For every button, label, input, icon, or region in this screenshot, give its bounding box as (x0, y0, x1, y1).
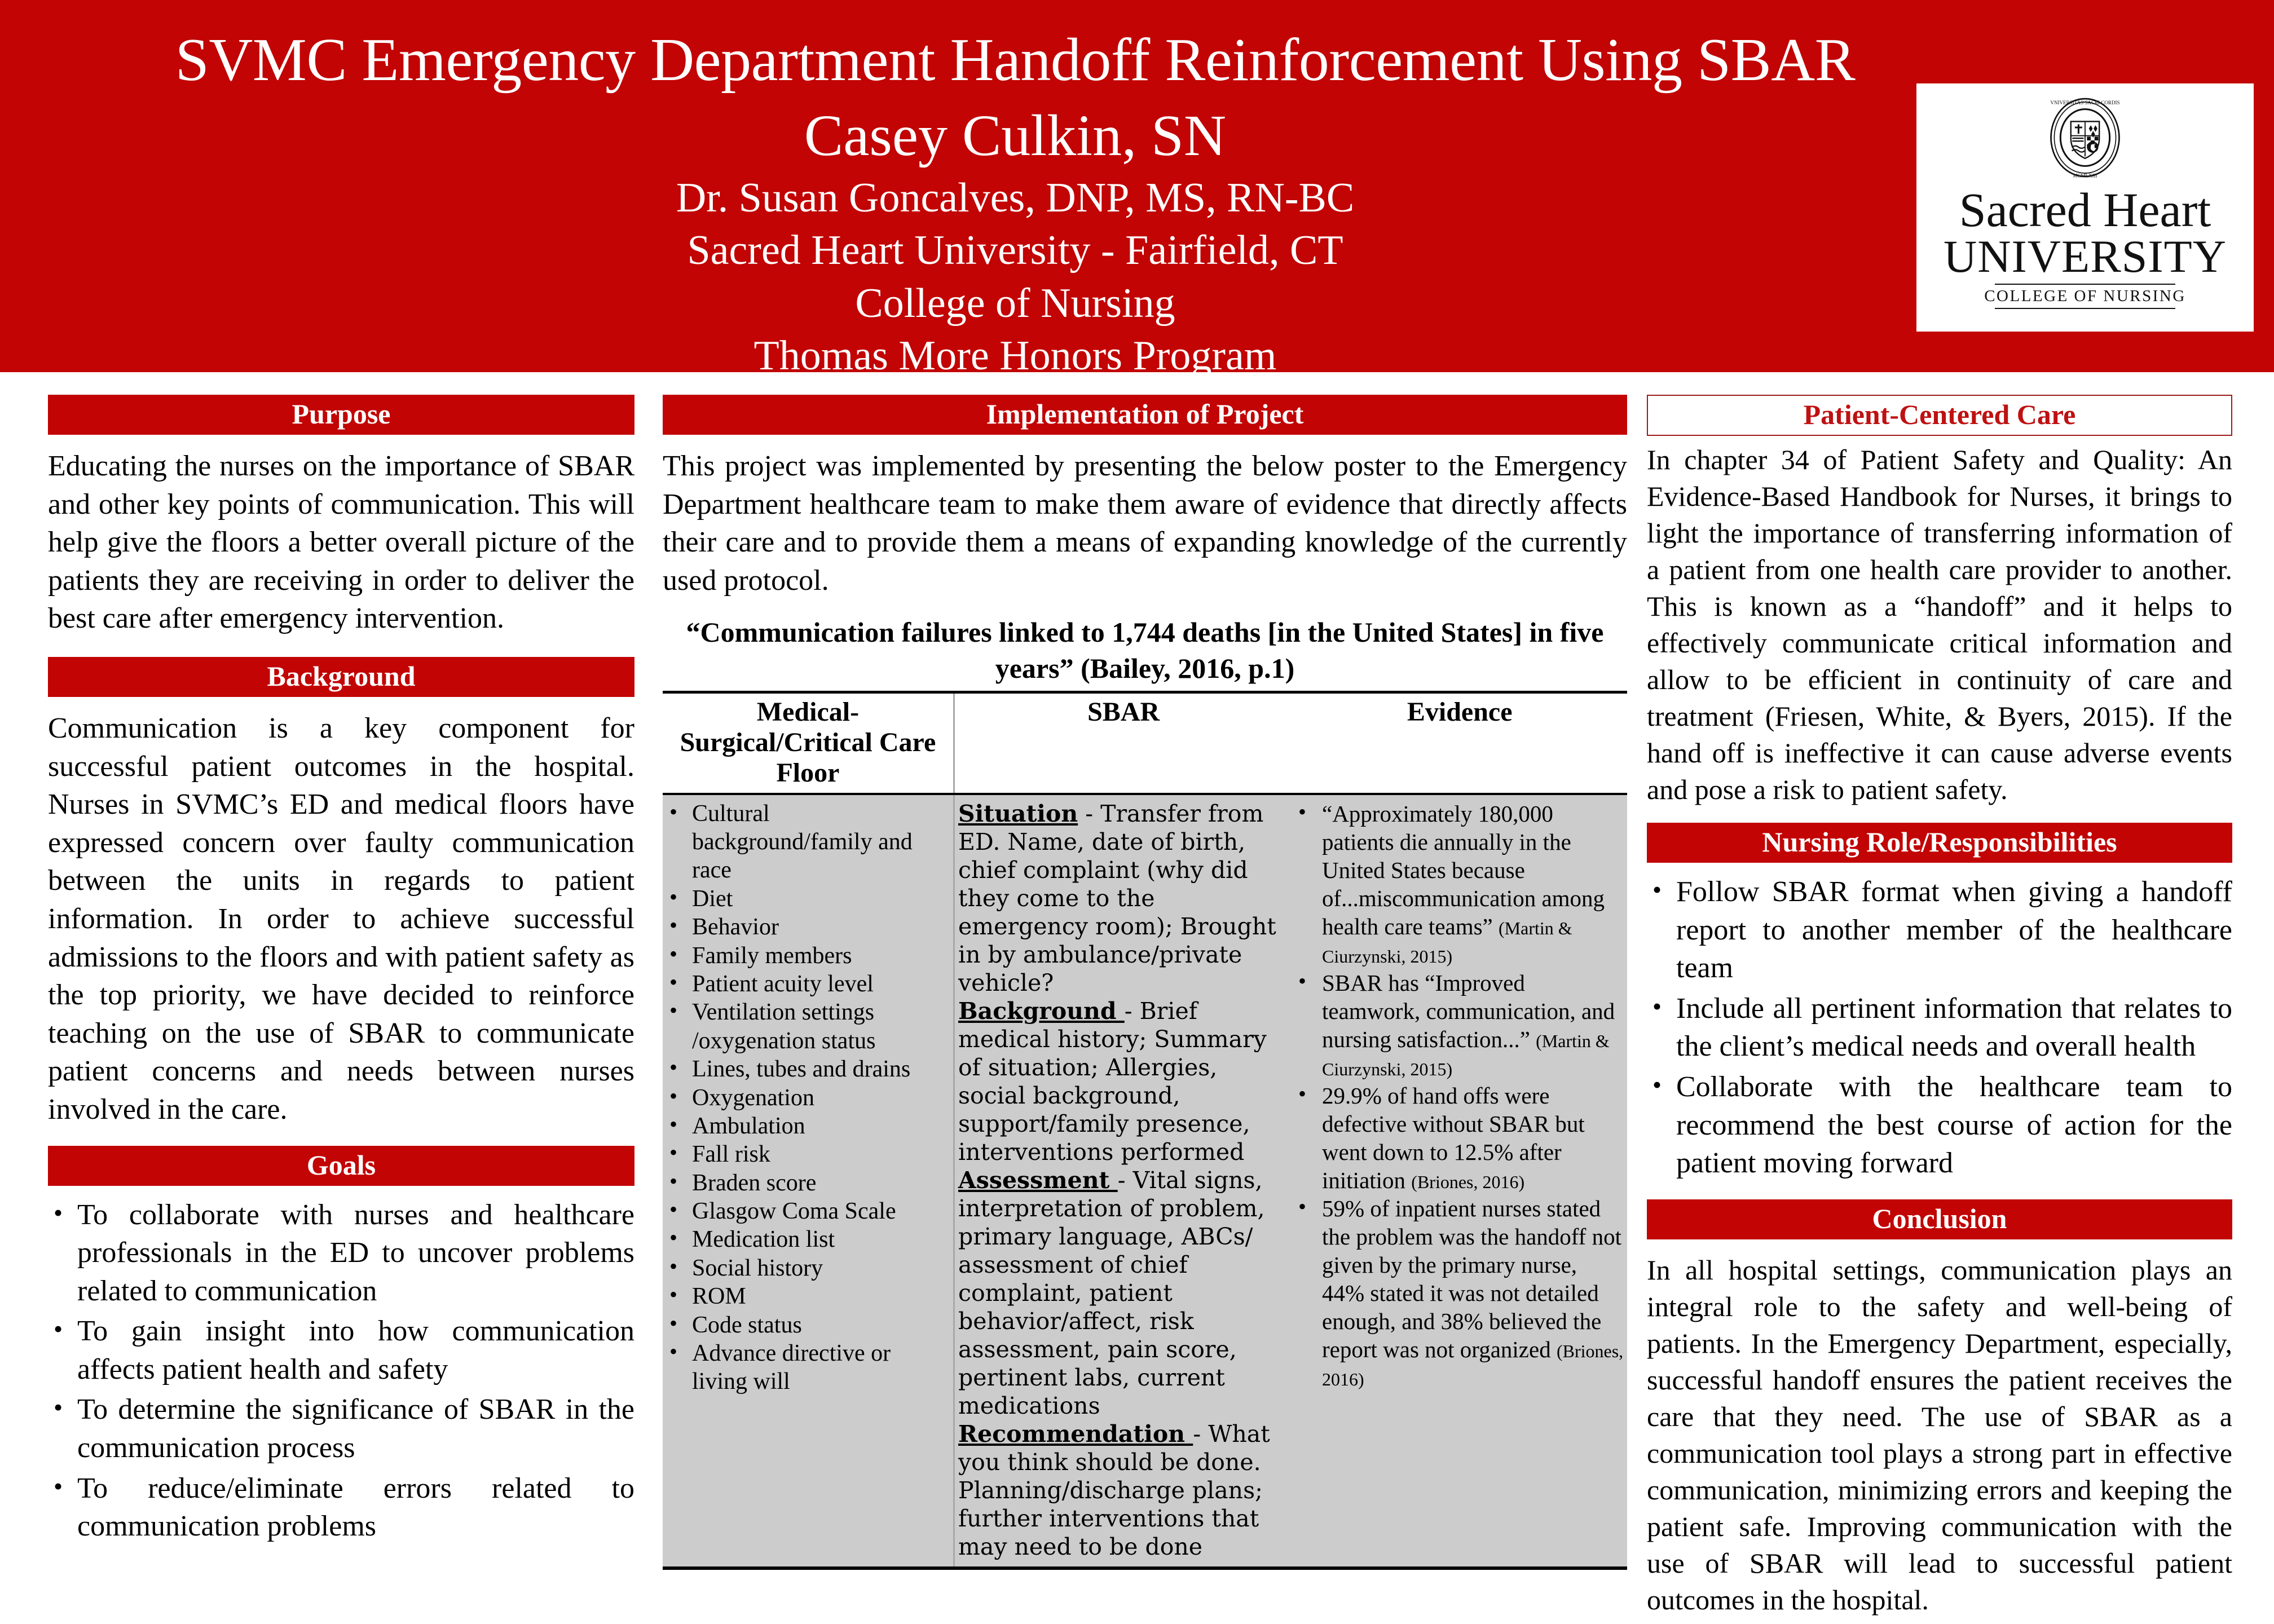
list-item: • Include all pertinent information that relates to the client’s medical needs and overall health (1647, 990, 2232, 1066)
sbar-text-recommendation: - What you think should be done. Planning/discharge plans; further interventions that may need to be done (958, 1420, 1270, 1561)
list-item: • Lines, tubes and drains (666, 1055, 950, 1083)
column-header-evidence: Evidence (1407, 697, 1513, 727)
section-heading-nursing-role: Nursing Role/Responsibilities (1647, 823, 2232, 863)
section-heading-implementation: Implementation of Project (663, 395, 1627, 435)
sbar-text-background: - Brief medical history; Summary of situation; Allergies, social background, support/family presence, interventions performed (958, 997, 1267, 1166)
evidence-citation: (Martin & Ciurzynski, 2015) (1322, 917, 1572, 967)
list-item: • Advance directive or living will (666, 1339, 950, 1396)
author-name: Casey Culkin, SN (804, 103, 1227, 169)
middle-column (663, 395, 1627, 1570)
sbar-table (663, 691, 1627, 1570)
sbar-recommendation (958, 1420, 1288, 1561)
list-item (1295, 1082, 1624, 1194)
cell-medsurg (663, 795, 953, 1566)
seal-year-text: MCMLXIII (2073, 173, 2097, 179)
left-column (48, 395, 634, 1548)
list-item: • Code status (666, 1311, 950, 1339)
evidence-text: 59% of inpatient nurses stated the problem was the handoff not given by the primary nurse, 44% stated it was not detailed enough, and 38% believed the report was not organized (1322, 1195, 1621, 1362)
section-heading-conclusion: Conclusion (1647, 1199, 2232, 1239)
sbar-term-recommendation: Recommendation (958, 1420, 1193, 1448)
seal-motto-text: VNIVERSITAS SACRI CORDIS (2050, 100, 2120, 106)
list-item: • Oxygenation (666, 1084, 950, 1112)
goals-list (48, 1196, 634, 1546)
purpose-body: Educating the nurses on the importance of SBAR and other key points of communication. This will help give the floors a better overall picture of the patients they are receiving in order to deliver the best care after emergency intervention. (48, 450, 634, 635)
column-header-medsurg: Medical-Surgical/Critical Care Floor (680, 697, 936, 788)
list-item: • Collaborate with the healthcare team to recommend the best course of action for the patient moving forward (1647, 1068, 2232, 1182)
section-heading-background: Background (48, 657, 634, 697)
table-header-row (663, 694, 1627, 795)
logo-name-line1: Sacred Heart (1959, 183, 2211, 237)
list-item: • To collaborate with nurses and healthcare professionals in the ED to uncover problems related to communication (48, 1196, 634, 1310)
list-item: • Follow SBAR format when giving a handoff report to another member of the healthcare team (1647, 873, 2232, 987)
implementation-quote: “Communication failures linked to 1,744 deaths [in the United States] in five years” (Bailey, 2016, p.1) (686, 616, 1604, 685)
sbar-text-assessment: - Vital signs, interpretation of problem, primary language, ABCs/ assessment of chief complaint, patient behavior/affect, risk assessment, pain score, pertinent labs, current medications (958, 1166, 1265, 1419)
list-item: • To gain insight into how communication affects patient health and safety (48, 1312, 634, 1388)
list-item: • To reduce/eliminate errors related to communication problems (48, 1469, 634, 1546)
logo-name-line2: UNIVERSITY (1944, 231, 2227, 283)
column-header-sbar: SBAR (953, 694, 1293, 792)
evidence-text: 29.9% of hand offs were defective without SBAR but went down to 12.5% after initiation (1322, 1082, 1585, 1193)
logo-divider-bottom (1995, 308, 2175, 309)
logo-subtitle: COLLEGE OF NURSING (1984, 287, 2186, 306)
sbar-background (958, 997, 1288, 1166)
sbar-text-situation: - Transfer from ED. Name, date of birth, chief complaint (why did they come to the emergency room); Brought in by ambulance/private vehicle? (958, 800, 1276, 996)
list-item: • Medication list (666, 1225, 950, 1254)
patient-centered-care-body: In chapter 34 of Patient Safety and Quality: An Evidence-Based Handbook for Nurses, it brings to light the importance of transferring information of a patient from one health care provider to another. This is known as a “handoff” and it helps to effectively communicate critical information and allow to be efficient in continuity of care and treatment (Friesen, White, & Byers, 2015). If the hand off is ineffective it can cause adverse events and pose a risk to patient safety. (1647, 444, 2232, 805)
list-item: • Cultural background/family and race (666, 800, 950, 885)
evidence-citation: (Briones, 2016) (1322, 1340, 1624, 1389)
institution-name: Sacred Heart University - Fairfield, CT (687, 227, 1343, 274)
list-item: • ROM (666, 1282, 950, 1310)
list-item (1295, 969, 1624, 1082)
university-logo (1916, 83, 2254, 332)
list-item: • Braden score (666, 1169, 950, 1197)
evidence-text: “Approximately 180,000 patients die annually in the United States because of...miscommunication among health care teams” (1322, 800, 1605, 939)
nursing-role-list (1647, 873, 2232, 1182)
cell-evidence (1292, 795, 1627, 1566)
background-body: Communication is a key component for successful patient outcomes in the hospital. Nurses in SVMC’s ED and medical floors have expressed concern over faulty communication between the units in regards to patient information. In order to achieve successful admissions to the floors and with patient safety as the top priority, we have decided to reinforce teaching on the use of SBAR to communicate patient concerns and needs between nurses involved in the care. (48, 712, 634, 1126)
implementation-body: This project was implemented by presenting the below poster to the Emergency Department healthcare team to make them aware of evidence that directly affects their care and to provide them a means of expanding knowledge of the currently used protocol. (663, 450, 1627, 597)
sbar-situation (958, 800, 1288, 997)
list-item (1295, 800, 1624, 969)
evidence-list (1295, 800, 1624, 1392)
table-row (663, 795, 1627, 1570)
list-item: • Ambulation (666, 1112, 950, 1140)
section-heading-goals: Goals (48, 1146, 634, 1186)
section-heading-purpose: Purpose (48, 395, 634, 435)
page-title: SVMC Emergency Department Handoff Reinforcement Using SBAR (175, 27, 1856, 94)
logo-divider-top (1995, 284, 2175, 285)
sbar-term-situation: Situation (958, 800, 1078, 827)
list-item: • Patient acuity level (666, 970, 950, 998)
list-item: • Behavior (666, 913, 950, 941)
evidence-citation: (Martin & Ciurzynski, 2015) (1322, 1030, 1610, 1079)
list-item: • Fall risk (666, 1140, 950, 1168)
list-item: • Diet (666, 885, 950, 913)
evidence-citation: (Briones, 2016) (1411, 1171, 1525, 1192)
poster-header-text (169, 26, 1861, 380)
cell-sbar (953, 795, 1292, 1566)
list-item: • Family members (666, 942, 950, 970)
conclusion-body: In all hospital settings, communication plays an integral role to the safety and well-being of patients. In the Emergency Department, especially, successful handoff ensures the patient receives the care that they need. The use of SBAR as a communication tool plays a strong part in effective communication, minimizing errors and keeping the patient safe. Improving communication with the use of SBAR will lead to successful patient outcomes in the hospital. (1647, 1254, 2232, 1616)
sbar-term-assessment: Assessment (958, 1166, 1118, 1194)
college-name: College of Nursing (855, 280, 1175, 326)
list-item: • Social history (666, 1254, 950, 1282)
advisor-name: Dr. Susan Goncalves, DNP, MS, RN-BC (676, 174, 1355, 221)
sbar-term-background: Background (958, 997, 1125, 1025)
university-seal-icon (2038, 90, 2132, 185)
program-name: Thomas More Honors Program (753, 333, 1277, 379)
list-item: • Ventilation settings /oxygenation status (666, 998, 950, 1055)
evidence-text: SBAR has “Improved teamwork, communication, and nursing satisfaction...” (1322, 969, 1615, 1052)
list-item: • Glasgow Coma Scale (666, 1197, 950, 1225)
list-item: • To determine the significance of SBAR in the communication process (48, 1391, 634, 1467)
section-heading-patient-centered-care: Patient-Centered Care (1647, 395, 2232, 436)
sbar-assessment (958, 1166, 1288, 1420)
right-column (1647, 395, 2232, 1618)
medsurg-list (666, 800, 950, 1396)
list-item (1295, 1194, 1624, 1392)
